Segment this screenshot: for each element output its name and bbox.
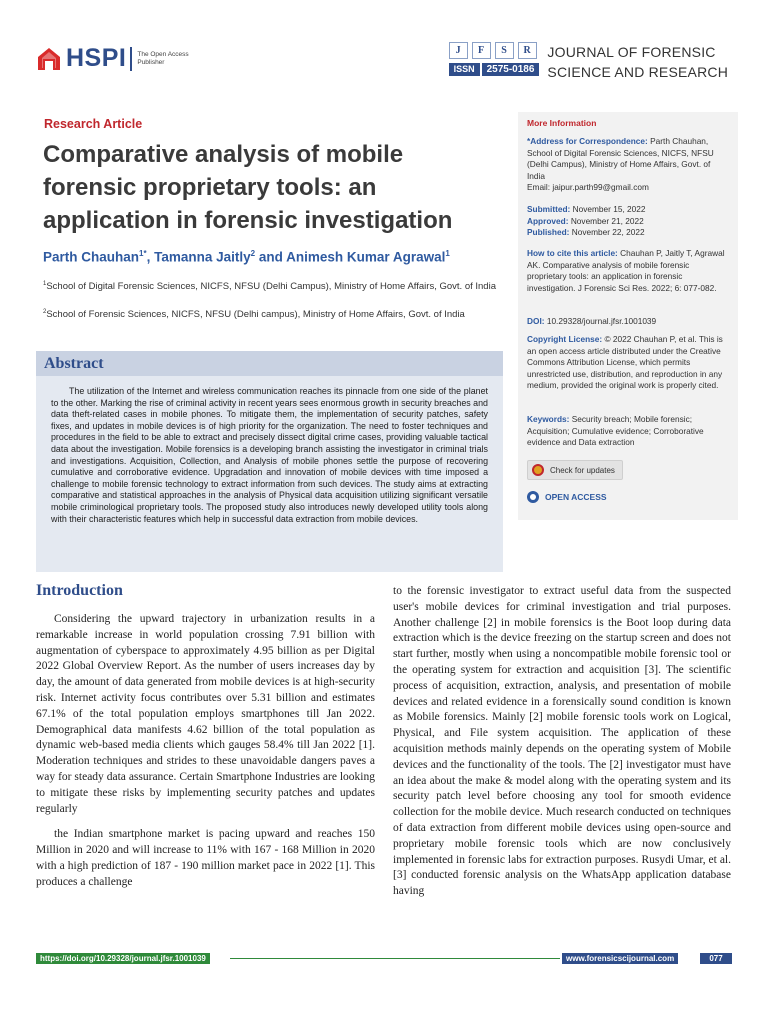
logo-divider xyxy=(130,47,132,71)
journal-name-line1: JOURNAL OF FORENSIC xyxy=(547,44,716,60)
doi-label: DOI: xyxy=(527,316,545,326)
body-column-left xyxy=(36,612,375,891)
journal-letter: R xyxy=(518,42,537,59)
body-paragraph: Considering the upward trajectory in urbanization results in a remarkable increase in world population crossing 7.91 billion with augmentation of cyberspace to approximately 4.95 billion as per Digital 2022 Global Overview Report. As the number of users increases day by day, the amount of data generated from mobile devices is at high-security risk. Internet activity focus contributes over 5.31 billion and estimates 67.1% of the total population employs smartphones till Jan 2022. Demographical data manifests 4.62 billion of the total population as dynamic web-based media clients which gauges 58.4% till Jan 2022 [1]. Moderation techniques and strides to these unavoidable dangers paves a way for steady data assurance. Certain Smartphone Industries are looking to mitigate these risks by implementing security patches and updates regularly xyxy=(36,613,375,815)
published-date: November 22, 2022 xyxy=(571,227,645,238)
correspondence-email[interactable]: Email: jaipur.parth99@gmail.com xyxy=(527,182,649,193)
abstract-text: The utilization of the Internet and wireless communication reaches its pinnacle from one side of the planet to the other. Marking the rise of criminal activity in recent years sees enormous growth in security breaches and data theft-related cases in mobile phones. To mitigate them, the implementation of security patches, safety fixes, and updates in mobile devices is of high priority for the organization. The need to foster techniques and procedures in the field to be able to extract and precisely dissect digital crime cases, providing valuable tactical data about the investigation. Mobile forensics is a developing branch assisting the investigator in criminal trials and investigations. Acquisition, Collection, and Analysis of mobile phones settle the purpose of recovering cumulative and corroborative evidence. Upgradation and innovation of mobile devices with time imposed a challenge to mobile forensic technology to extract information from such devices. The study aims at extracting comparative and statistical approaches in the analysis of Physical data acquisition utilizing significant versatile mobile criminological proprietary tools. The proposed study also introduces newly developed utility tools along with their characteristic features which help in successful data extraction from mobile devices. xyxy=(51,386,488,524)
author-sep: and xyxy=(255,249,287,265)
publisher-logo xyxy=(36,44,193,73)
correspondence-block xyxy=(527,136,727,194)
author-sup: 2 xyxy=(250,249,256,258)
keywords-text: Security breach; Mobile forensic; Acquisition; Cumulative evidence; Corroborative evidence and Data extraction xyxy=(527,414,704,448)
author-sup: 1 xyxy=(445,249,450,258)
doi-value[interactable]: 10.29328/journal.jfsr.1001039 xyxy=(546,316,657,326)
journal-letter: J xyxy=(449,42,468,59)
footer-website-link[interactable]: www.forensicscijournal.com xyxy=(562,953,678,964)
correspondence-text: Parth Chauhan, School of Digital Forensic Sciences, NICFS, NFSU (Delhi Campus), Ministry of Home Affairs, Govt. of India xyxy=(527,136,714,181)
dates-block xyxy=(527,204,727,239)
issn-label: ISSN xyxy=(449,63,480,76)
journal-letter: S xyxy=(495,42,514,59)
citation-block xyxy=(527,248,727,294)
journal-name-line2: SCIENCE AND RESEARCH xyxy=(547,64,728,80)
submitted-date: November 15, 2022 xyxy=(572,204,646,214)
abstract-heading: Abstract xyxy=(36,351,503,376)
journal-letter: F xyxy=(472,42,491,59)
footer-doi-link[interactable]: https://doi.org/10.29328/journal.jfsr.1001039 xyxy=(36,953,210,964)
approved-label: Approved: xyxy=(527,215,569,226)
affiliation-text: School of Digital Forensic Sciences, NICFS, NFSU (Delhi Campus), Ministry of Home Affairs, Govt. of India xyxy=(46,281,496,293)
footer-rule xyxy=(230,958,560,959)
journal-banner xyxy=(449,42,728,82)
license-block xyxy=(527,334,727,392)
keywords-block xyxy=(527,414,727,449)
author-list xyxy=(43,249,513,265)
issn-value: 2575-0186 xyxy=(482,63,540,76)
body-column-right xyxy=(393,584,731,900)
cite-text: Chauhan P, Jaitly T, Agrawal AK. Comparative analysis of mobile forensic proprietary tools: an application in forensic investigation. J Forensic Sci Res. 2022; 6: 077-082. xyxy=(527,248,725,293)
author-sep: , xyxy=(146,249,155,265)
open-access-label: OPEN ACCESS xyxy=(545,492,607,502)
submitted-label: Submitted: xyxy=(527,204,571,214)
affiliation xyxy=(43,305,498,322)
affiliation xyxy=(43,277,498,294)
author-name[interactable]: Animesh Kumar Agrawal xyxy=(286,249,446,265)
article-type: Research Article xyxy=(44,117,143,131)
published-label: Published: xyxy=(527,227,570,238)
open-access-badge xyxy=(527,491,607,503)
author-name[interactable]: Tamanna Jaitly xyxy=(154,249,251,265)
body-paragraph: to the forensic investigator to extract useful data from the suspected user's mobile devices for criminal investigation and trial purposes. Another challenge [2] in mobile forensics is the Boot loop during data extraction which is the device freezing on the startup screen and does not start further, mostly when using a noncompatible mobile forensic tool or the operating system for extraction and acquisition [3]. The scientific process of acquisition, extraction, analysis, and presentation of mobile devices and related evidence in a forensically sound condition is known as Mobile forensics. Mainly [2] mobile forensic tools work on Logical, Physical, and File system acquisition. The application of these acquisition methods mainly depends on the operating system of Mobile devices and the functionality of the tools. The [2] investigator must have an idea about the make & model along with the operating system and its security patch level before choosing any tool for smooth evidence collection for the mobile device. Much research conducted on techniques of data extraction from different mobile devices using open-source and proprietary mobile forensic tools which are now conclusively implemented in forensic labs for extraction purposes. Rusydi Umar, et al. [3] conducted forensic analysis on the WhatsApp application database having xyxy=(393,585,731,898)
check-updates-label: Check for updates xyxy=(550,465,615,475)
author-sup: 1* xyxy=(139,249,147,258)
cite-label: How to cite this article: xyxy=(527,248,618,258)
correspondence-label: *Address for Correspondence: xyxy=(527,136,648,146)
sidebar-heading: More Information xyxy=(527,118,597,128)
page-number: 077 xyxy=(700,953,732,964)
more-information-sidebar xyxy=(518,112,738,520)
doi-block xyxy=(527,316,727,328)
crossmark-icon xyxy=(532,464,544,476)
approved-date: November 21, 2022 xyxy=(570,215,644,226)
affiliation-text: School of Forensic Sciences, NICFS, NFSU (Delhi campus), Ministry of Home Affairs, Govt. of India xyxy=(46,309,465,321)
check-for-updates-button[interactable] xyxy=(527,460,623,480)
affiliation-sup: 1 xyxy=(43,281,47,287)
affiliation-sup: 2 xyxy=(43,309,47,315)
hspi-house-icon xyxy=(36,46,62,72)
introduction-heading: Introduction xyxy=(36,582,123,599)
keywords-label: Keywords: xyxy=(527,414,570,424)
license-text: © 2022 Chauhan P, et al. This is an open access article distributed under the Creative Commons Attribution License, which permits unrestricted use, distribution, and reproduction in any medium, provided the original work is properly cited. xyxy=(527,334,723,391)
open-access-icon xyxy=(527,491,539,503)
license-label: Copyright License: xyxy=(527,334,603,344)
body-paragraph: the Indian smartphone market is pacing upward and reaches 150 Million in 2020 and will increase to 11% with 167 - 168 Million in 2020 with a high prediction of 187 - 190 million market pace in 2022 [1]. This produces a challenge xyxy=(36,828,375,888)
abstract-box xyxy=(36,351,503,572)
author-name[interactable]: Parth Chauhan xyxy=(43,249,140,265)
publisher-name: HSPI xyxy=(66,44,127,72)
publisher-tagline: The Open Access Publisher xyxy=(137,50,189,66)
article-title: Comparative analysis of mobile forensic proprietary tools: an application in forensic investigation xyxy=(43,141,453,234)
